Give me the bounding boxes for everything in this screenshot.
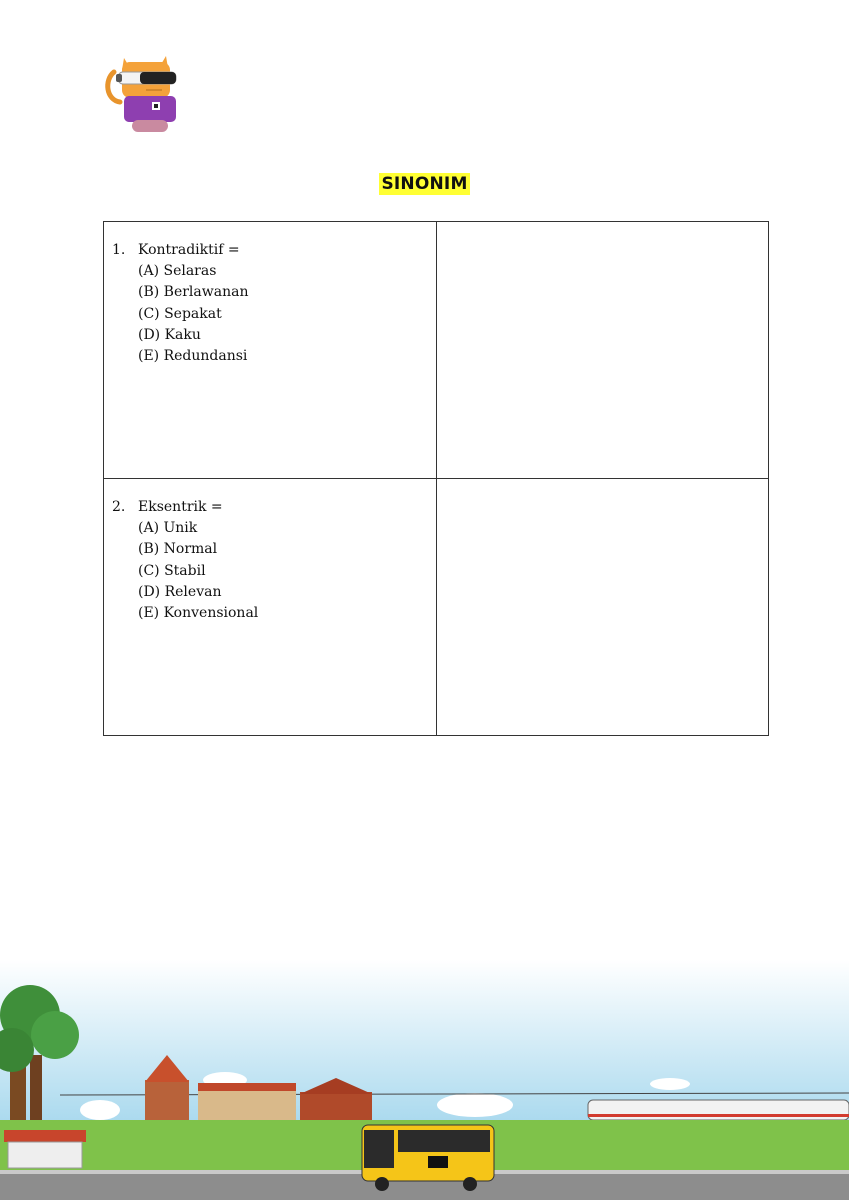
empty-answer-cell bbox=[436, 479, 769, 736]
option-b: (B) Normal bbox=[138, 541, 218, 558]
option-c: (C) Stabil bbox=[138, 562, 206, 579]
options-list bbox=[112, 518, 436, 624]
option-c: (C) Sepakat bbox=[138, 305, 222, 322]
question-2 bbox=[104, 479, 436, 624]
table-row bbox=[104, 222, 769, 479]
question-table bbox=[103, 221, 769, 736]
question-cell bbox=[104, 479, 437, 736]
question-number: 1. bbox=[112, 242, 126, 258]
option-d: (D) Kaku bbox=[138, 326, 201, 343]
question-word: Eksentrik = bbox=[138, 499, 223, 515]
option-b: (B) Berlawanan bbox=[138, 284, 249, 301]
option-d: (D) Relevan bbox=[138, 583, 222, 600]
question-word: Kontradiktif = bbox=[138, 242, 240, 258]
option-e: (E) Konvensional bbox=[138, 605, 259, 622]
question-number: 2. bbox=[112, 499, 126, 515]
table-row bbox=[104, 479, 769, 736]
city-scene-illustration bbox=[0, 960, 849, 1200]
option-a: (A) Selaras bbox=[138, 263, 217, 280]
cat-mascot-icon bbox=[102, 50, 182, 134]
option-a: (A) Unik bbox=[138, 520, 198, 537]
question-1 bbox=[104, 222, 436, 367]
option-e: (E) Redundansi bbox=[138, 348, 248, 365]
title-text: SINONIM bbox=[381, 174, 468, 194]
options-list bbox=[112, 261, 436, 367]
page-title bbox=[0, 174, 849, 194]
question-cell bbox=[104, 222, 437, 479]
empty-answer-cell bbox=[436, 222, 769, 479]
